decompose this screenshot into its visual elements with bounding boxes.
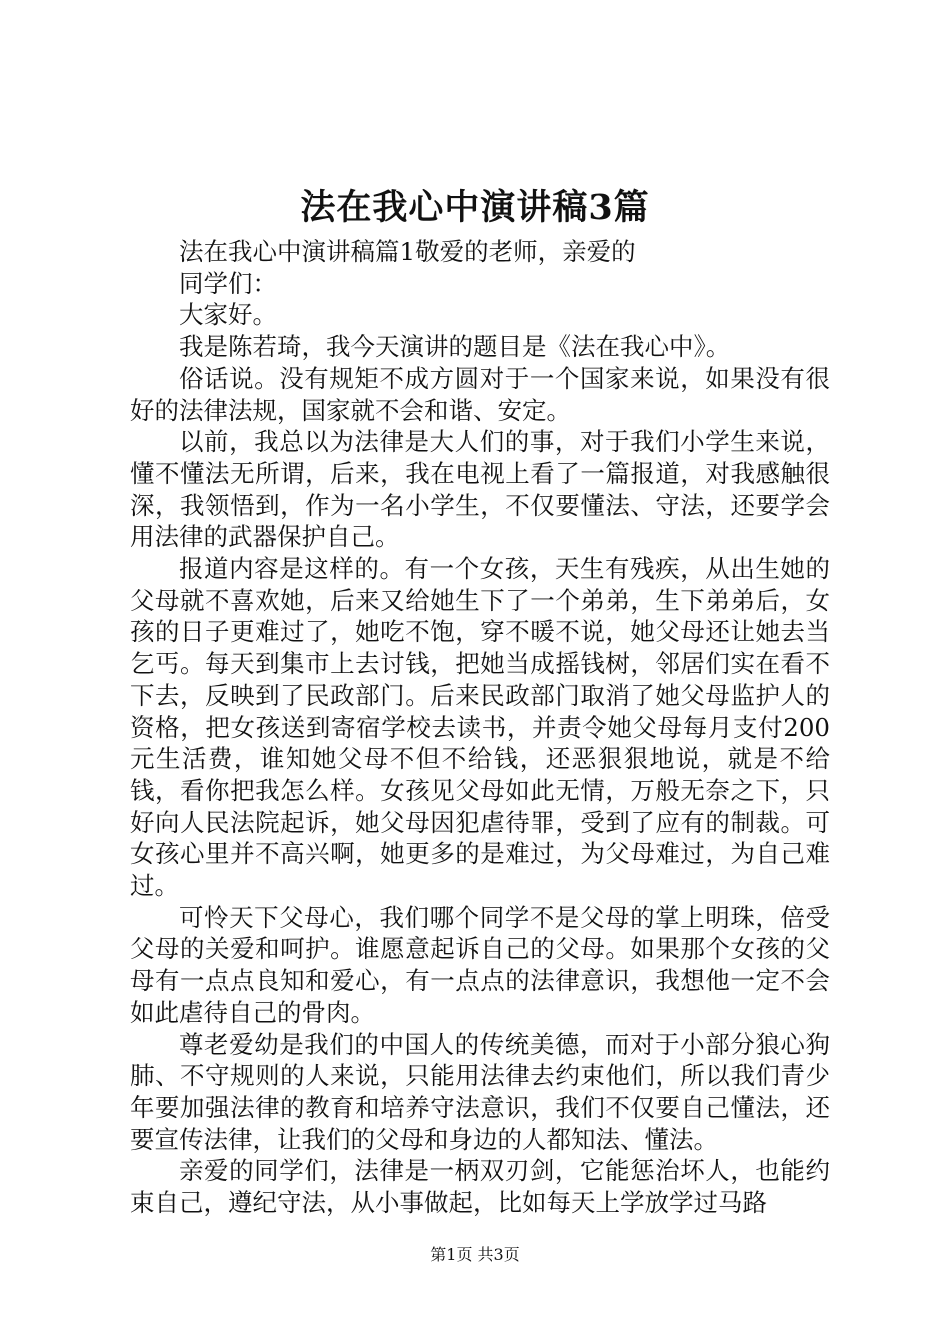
body-paragraph: 亲爱的同学们，法律是一柄双刃剑，它能惩治坏人，也能约束自己，遵纪守法，从小事做起，比如每天上学放学过马路: [130, 1156, 830, 1218]
body-paragraph: 我是陈若琦，我今天演讲的题目是《法在我心中》。: [179, 332, 731, 362]
body-paragraph: 报道内容是这样的。有一个女孩，天生有残疾，从出生她的父母就不喜欢她，后来又给她生下了一个弟弟，生下弟弟后，女孩的日子更难过了，她吃不饱，穿不暖不说，她父母还让她去当乞丐。每天到集市上去讨钱，把她当成摇钱树，邻居们实在看不下去，反映到了民政部门。后来民政部门取消了她父母监护人的资格，把女孩送到寄宿学校去读书，并责令她父母每月支付200元生活费，谁知她父母不但不给钱，还恶狠狠地说，就是不给钱，看你把我怎么样。女孩见父母如此无情，万般无奈之下，只好向人民法院起诉，她父母因犯虐待罪，受到了应有的制裁。可女孩心里并不高兴啊，她更多的是难过，为父母难过，为自己难过。: [130, 554, 830, 901]
body-paragraph: 以前，我总以为法律是大人们的事，对于我们小学生来说，懂不懂法无所谓，后来，我在电视上看了一篇报道，对我感触很深，我领悟到，作为一名小学生，不仅要懂法、守法，还要学会用法律的武器保护自己。: [130, 427, 830, 552]
body-paragraph: 俗话说。没有规矩不成方圆对于一个国家来说，如果没有很好的法律法规，国家就不会和谐、安定。: [130, 363, 830, 425]
page-footer: 第1页 共3页: [430, 1245, 520, 1264]
document-body: [130, 236, 830, 1219]
body-paragraph: 同学们：: [179, 268, 277, 298]
body-paragraph: 可怜天下父母心，我们哪个同学不是父母的掌上明珠，倍受父母的关爱和呵护。谁愿意起诉自己的父母。如果那个女孩的父母有一点点良知和爱心，有一点点的法律意识，我想他一定不会如此虐待自己的骨肉。: [130, 902, 830, 1027]
body-paragraph: 尊老爱幼是我们的中国人的传统美德，而对于小部分狼心狗肺、不守规则的人来说，只能用法律去约束他们，所以我们青少年要加强法律的教育和培养守法意识，我们不仅要自己懂法，还要宣传法律，让我们的父母和身边的人都知法、懂法。: [130, 1029, 830, 1154]
document-title: 法在我心中演讲稿3篇: [300, 187, 650, 228]
body-paragraph: 大家好。: [179, 300, 277, 330]
body-paragraph: 法在我心中演讲稿篇1敬爱的老师，亲爱的: [179, 237, 636, 266]
